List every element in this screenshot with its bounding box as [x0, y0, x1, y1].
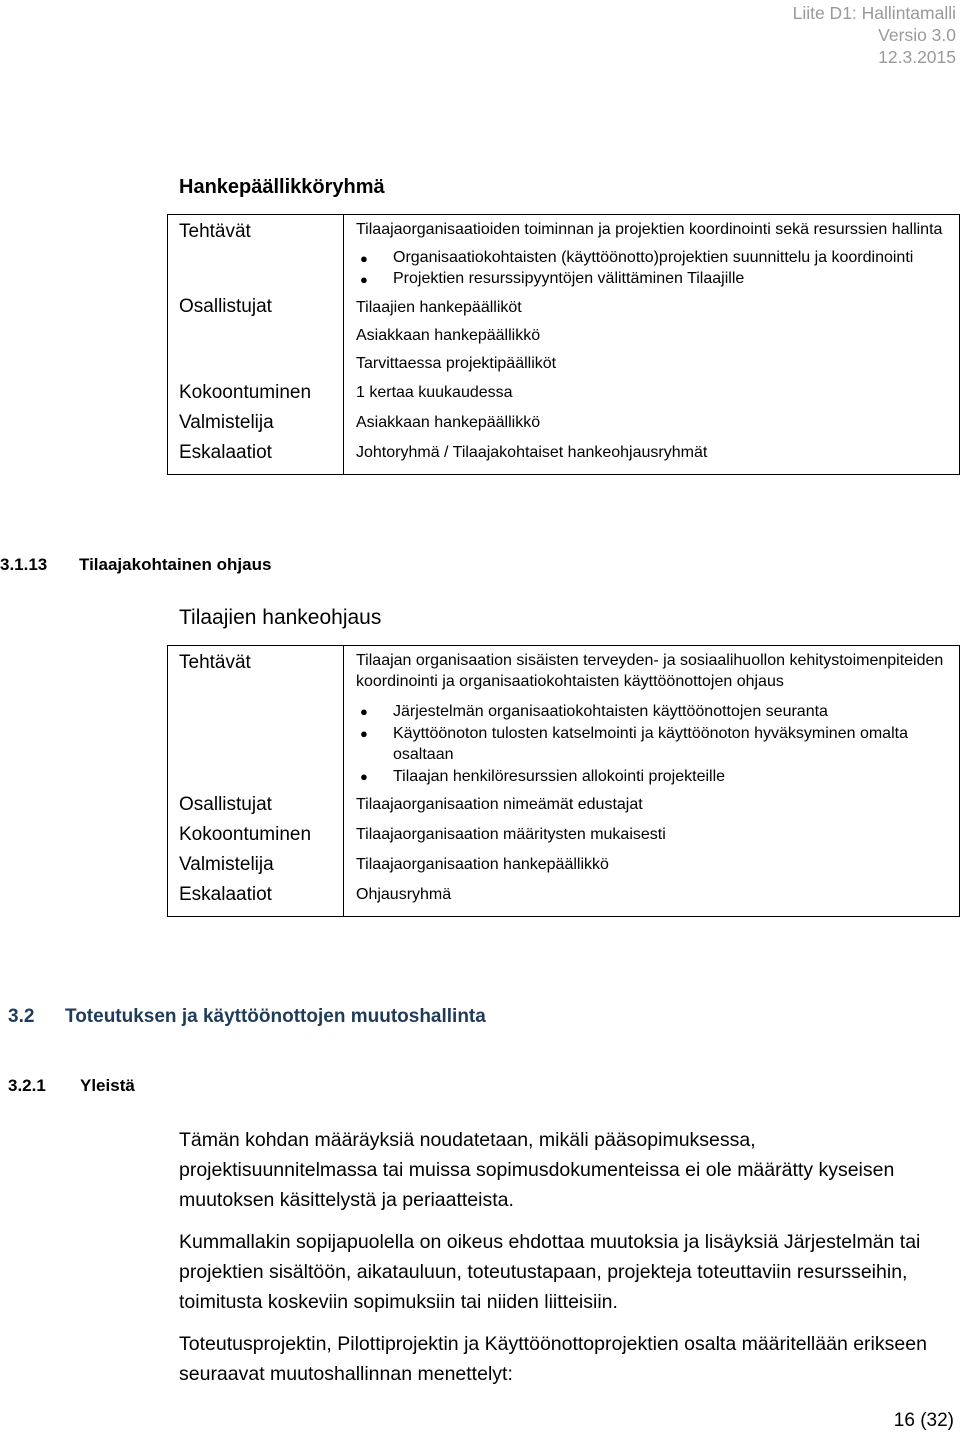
section-title: Toteutuksen ja käyttöönottojen muutoshallinta [65, 1006, 486, 1027]
row-label: Osallistujat [179, 794, 272, 815]
governance-table-tilaajien-hankeohjaus [167, 645, 960, 917]
header-attachment-title: Liite D1: Hallintamalli [792, 3, 956, 23]
table-row-kokoontuminen [168, 820, 959, 850]
list-item: ● Organisaatiokohtaisten (käyttöönotto)projektien suunnittelu ja koordinointi [393, 248, 951, 268]
section-heading-3-1-13 [0, 555, 271, 575]
table-row-valmistelija [168, 850, 959, 880]
table1-title: Hankepäällikköryhmä [179, 176, 385, 198]
section-heading-3-2 [8, 1006, 486, 1028]
row-content [343, 215, 959, 292]
section-number: 3.1.13 [0, 555, 48, 574]
row-label: Tehtävät [179, 652, 251, 673]
governance-table-hankepaallikkoryhma [167, 214, 960, 475]
row-content [343, 646, 959, 790]
section-number: 3.2.1 [8, 1076, 46, 1095]
task-list [356, 701, 951, 787]
list-item: ● Järjestelmän organisaatiokohtaisten käyttöönottojen seuranta [360, 703, 828, 720]
body-text [179, 1125, 949, 1401]
bullet-icon: ● [360, 704, 368, 719]
participant-line: Tarvittaessa projektipäälliköt [356, 355, 557, 372]
section-title: Tilaajakohtainen ohjaus [79, 555, 272, 574]
section-number: 3.2 [8, 1006, 35, 1027]
table-row-kokoontuminen [168, 378, 959, 408]
row-label: Valmistelija [179, 854, 274, 875]
row-content: Asiakkaan hankepäällikkö [343, 408, 959, 438]
list-item: ● Tilaajan henkilöresurssien allokointi projekteille [360, 768, 726, 785]
header-version: Versio 3.0 [878, 25, 956, 45]
task-intro: Tilaajaorganisaatioiden toiminnan ja projektien koordinointi sekä resurssien hallinta [356, 221, 943, 238]
paragraph: Tämän kohdan määräyksiä noudatetaan, mikäli pääsopimuksessa, projektisuunnitelmassa tai muissa sopimusdokumenteissa ei ole määrätty kyseisen muutoksen käsittelystä ja periaatteista. [179, 1129, 895, 1211]
table-row-eskalaatiot [168, 880, 959, 916]
table-row-osallistujat [168, 292, 959, 378]
list-item: ● Käyttöönoton tulosten katselmointi ja käyttöönoton hyväksyminen omalta osaltaan [360, 725, 908, 763]
header-date: 12.3.2015 [878, 47, 956, 67]
table-row-valmistelija [168, 408, 959, 438]
row-label: Valmistelija [179, 412, 274, 433]
bullet-icon: ● [360, 726, 368, 741]
section-title: Yleistä [80, 1076, 135, 1095]
row-label: Tehtävät [179, 221, 251, 242]
paragraph: Toteutusprojektin, Pilottiprojektin ja Käyttöönottoprojektien osalta määritellään erikseen seuraavat muutoshallinnan menettelyt: [179, 1333, 927, 1385]
row-label: Osallistujat [179, 296, 272, 317]
bullet-icon: ● [360, 769, 368, 784]
paragraph: Kummallakin sopijapuolella on oikeus ehdottaa muutoksia ja lisäyksiä Järjestelmän tai projektien sisältöön, aikatauluun, toteutustapaan, projekteja toteuttaviin resursseihin, toimitusta koskeviin sopimuksiin tai niiden liitteisiin. [179, 1231, 921, 1313]
table-row-tehtavat [168, 646, 959, 790]
table2-title: Tilaajien hankeohjaus [179, 606, 382, 629]
row-label: Kokoontuminen [179, 382, 312, 403]
row-label: Kokoontuminen [179, 824, 312, 845]
table-row-tehtavat [168, 215, 959, 292]
page-number: 16 (32) [893, 1410, 954, 1431]
row-content: Ohjausryhmä [343, 880, 959, 916]
bullet-icon: ● [360, 251, 368, 266]
row-label: Eskalaatiot [179, 884, 272, 905]
table-row-osallistujat [168, 790, 959, 820]
list-item: ● Projektien resurssipyyntöjen välittäminen Tilaajille [393, 269, 951, 289]
row-content: Tilaajaorganisaation määritysten mukaisesti [343, 820, 959, 850]
participant-line: Asiakkaan hankepäällikkö [356, 327, 541, 344]
section-heading-3-2-1 [8, 1076, 135, 1096]
row-content: Tilaajaorganisaation hankepäällikkö [343, 850, 959, 880]
row-label: Eskalaatiot [179, 442, 272, 463]
participant-line: Tilaajien hankepäälliköt [356, 299, 522, 316]
row-content: Tilaajaorganisaation nimeämät edustajat [343, 790, 959, 820]
bullet-icon: ● [360, 272, 368, 287]
row-content [343, 292, 959, 378]
task-intro: Tilaajan organisaation sisäisten terveyden- ja sosiaalihuollon kehitystoimenpiteiden koordinointi ja organisaatiokohtaisten käyttöönottojen ohjaus [356, 652, 944, 690]
document-header [793, 2, 956, 68]
row-content: 1 kertaa kuukaudessa [343, 378, 959, 408]
task-list [356, 248, 951, 289]
table-row-eskalaatiot [168, 438, 959, 474]
row-content: Johtoryhmä / Tilaajakohtaiset hankeohjausryhmät [343, 438, 959, 474]
